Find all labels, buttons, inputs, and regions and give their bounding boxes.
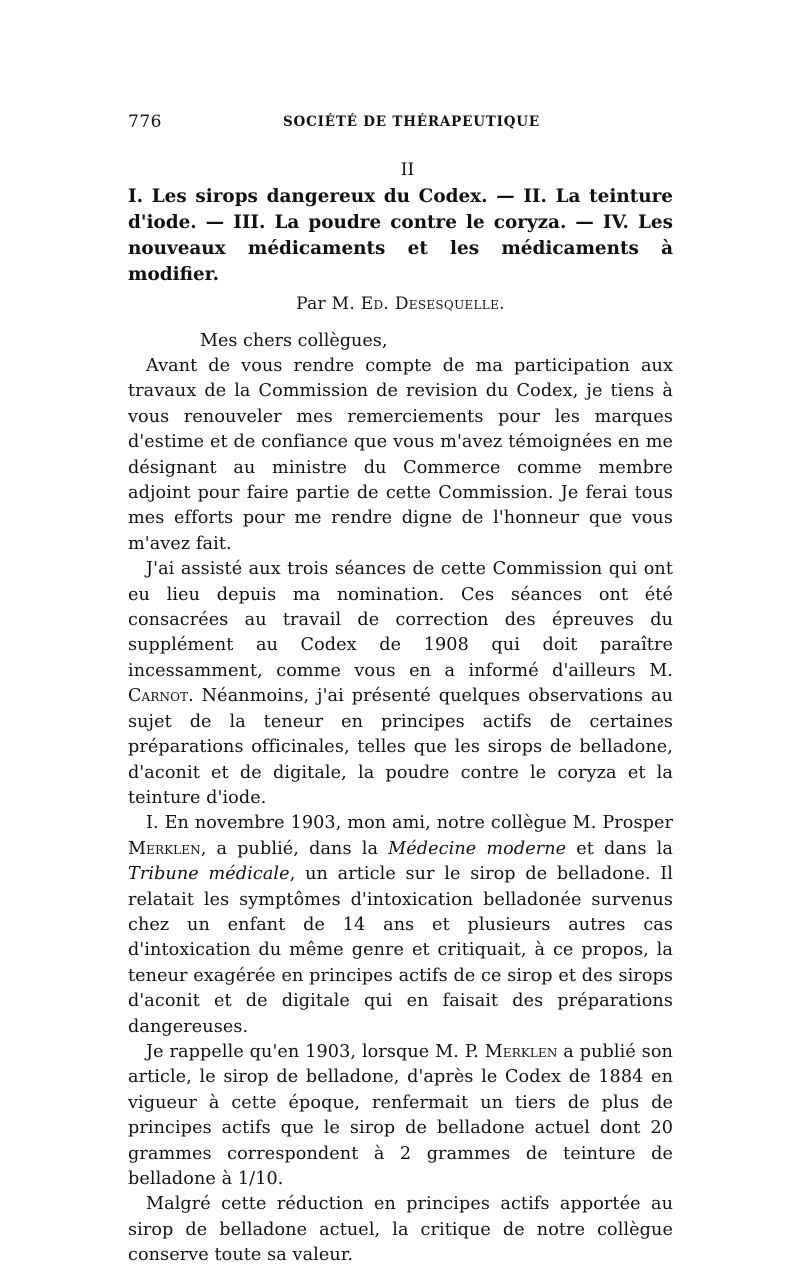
paragraph-2: [128, 557, 673, 811]
section-number: II: [400, 160, 415, 180]
paragraph-5: Malgré cette réduction en principes actifs apportée au sirop de belladone actuel, la critique de notre collègue conserve toute sa valeur.: [128, 1194, 673, 1266]
paragraph-3-text-c: et dans la: [566, 838, 673, 859]
paragraph-3-text-b: , a publié, dans la: [200, 838, 389, 859]
article-title: I. Les sirops dangereux du Codex. — II. La teinture d'iode. — III. La poudre contre le coryza. — IV. Les nouveaux médicaments et les médicaments à modifier.: [128, 186, 673, 285]
page-content: [128, 112, 673, 1269]
byline-prefix: Par M.: [296, 294, 361, 314]
page-number: 776: [128, 112, 162, 132]
salutation: Mes chers collègues,: [200, 331, 388, 351]
paragraph-3-text-d: , un article sur le sirop de belladone. Il relatait les symptômes d'intoxication belladonée survenus chez un enfant de 14 ans et plusieurs autres cas d'intoxication du même genre et critiquait, à ce propos, la teneur exagérée en principes actifs de ce sirop et des sirops d'aconit et de digitale qui en faisait des préparations dangereuses.: [128, 864, 674, 1037]
paragraph-4-text-a: Je rappelle qu'en 1903, lorsque M. P.: [146, 1041, 485, 1062]
running-title: SOCIÉTÉ DE THÉRAPEUTIQUE: [283, 114, 540, 130]
paragraph-2-text-b: . Néanmoins, j'ai présenté quelques observations au sujet de la teneur en principes actifs de certaines préparations officinales, telles que les sirops de belladone, d'aconit et de digitale, la poudre contre le coryza et la teinture d'iode.: [128, 686, 673, 808]
paragraph-1: Avant de vous rendre compte de ma participation aux travaux de la Commission de revision du Codex, je tiens à vous renouveler mes remerciements pour les marques d'estime et de confiance que vous m'avez témoignées en me désignant au ministre du Commerce comme membre adjoint pour faire partie de cette Commission. Je ferai tous mes efforts pour me rendre digne de l'honneur que vous m'avez fait.: [128, 356, 673, 554]
paragraph-3-text-a: I. En novembre 1903, mon ami, notre collègue M. Prosper: [146, 813, 673, 834]
journal-title-tribune-medicale: Tribune médicale: [128, 864, 290, 885]
byline: [128, 290, 673, 318]
person-name-carnot: Carnot: [128, 686, 189, 707]
journal-title-medecine-moderne: Médecine moderne: [388, 838, 567, 859]
running-header: [128, 112, 673, 140]
paragraph-3: [128, 811, 673, 1040]
paragraph-4-text-b: a publié son article, le sirop de belladone, d'après le Codex de 1884 en vigueur à cette époque, renfermait un tiers de plus de principes actifs que le sirop de belladone actuel dont 20 grammes correspondent à 2 grammes de teinture de belladone à 1/10.: [128, 1041, 673, 1189]
person-name-merklen: Merklen: [128, 838, 201, 859]
paragraph-2-text-a: J'ai assisté aux trois séances de cette Commission qui ont eu lieu depuis ma nomination. Ces séances ont été consacrées au travail de correction des épreuves du supplément au Codex de 1908 qui doit paraître incessamment, comme vous en a informé d'ailleurs M.: [128, 559, 673, 681]
author-name: Ed. Desesquelle.: [360, 294, 505, 314]
person-name-merklen-2: Merklen: [484, 1041, 558, 1062]
paragraph-4: [128, 1040, 673, 1192]
